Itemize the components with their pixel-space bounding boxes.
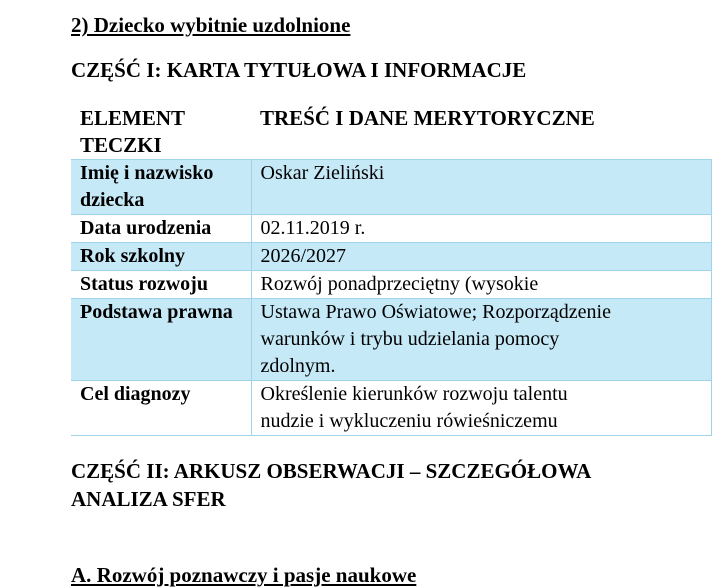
row-value — [251, 381, 711, 436]
row-label: Podstawa prawna — [71, 299, 251, 381]
row-label: Cel diagnozy — [71, 381, 251, 436]
table-row — [71, 299, 711, 381]
row-value — [251, 215, 711, 243]
row-value-line: Ustawa Prawo Oświatowe; Rozporządzenie — [260, 301, 611, 323]
row-value-line: nudzie i wykluczeniu rówieśniczemu — [260, 410, 558, 432]
row-label: Data urodzenia — [71, 215, 251, 243]
part1-heading: CZĘŚĆ I: KARTA TYTUŁOWA I INFORMACJE — [71, 58, 527, 82]
table-row — [71, 381, 711, 436]
row-label: Imię i nazwisko dziecka — [71, 160, 251, 215]
table-row — [71, 243, 711, 271]
section-title: 2) Dziecko wybitnie uzdolnione — [71, 13, 351, 37]
row-value-line: Oskar Zieliński — [260, 162, 385, 184]
row-label: Status rozwoju — [71, 271, 251, 299]
column-header-element: ELEMENT TECZKI — [71, 103, 251, 160]
row-value-line: Rozwój ponadprzeciętny (wysokie — [260, 273, 539, 295]
row-value-line: Określenie kierunków rozwoju talentu — [260, 383, 568, 405]
title-card-table — [71, 103, 712, 436]
table-row — [71, 271, 711, 299]
row-value — [251, 160, 711, 215]
row-value — [251, 243, 711, 271]
row-value-line: 2026/2027 — [260, 245, 347, 267]
row-value — [251, 271, 711, 299]
table-row — [71, 215, 711, 243]
row-label: Rok szkolny — [71, 243, 251, 271]
row-value-line: zdolnym. — [260, 355, 336, 377]
subsection-a-heading: A. Rozwój poznawczy i pasje naukowe — [71, 563, 417, 587]
row-value-line: 02.11.2019 r. — [260, 217, 366, 239]
column-header-content: TREŚĆ I DANE MERYTORYCZNE — [251, 103, 711, 160]
part2-heading: CZĘŚĆ II: ARKUSZ OBSERWACJI – SZCZEGÓŁOWA ANALIZA SFER — [71, 459, 591, 511]
row-value-line: warunków i trybu udzielania pomocy — [260, 328, 560, 350]
row-value — [251, 299, 711, 381]
table-row — [71, 160, 711, 215]
table-header-row — [71, 103, 711, 160]
